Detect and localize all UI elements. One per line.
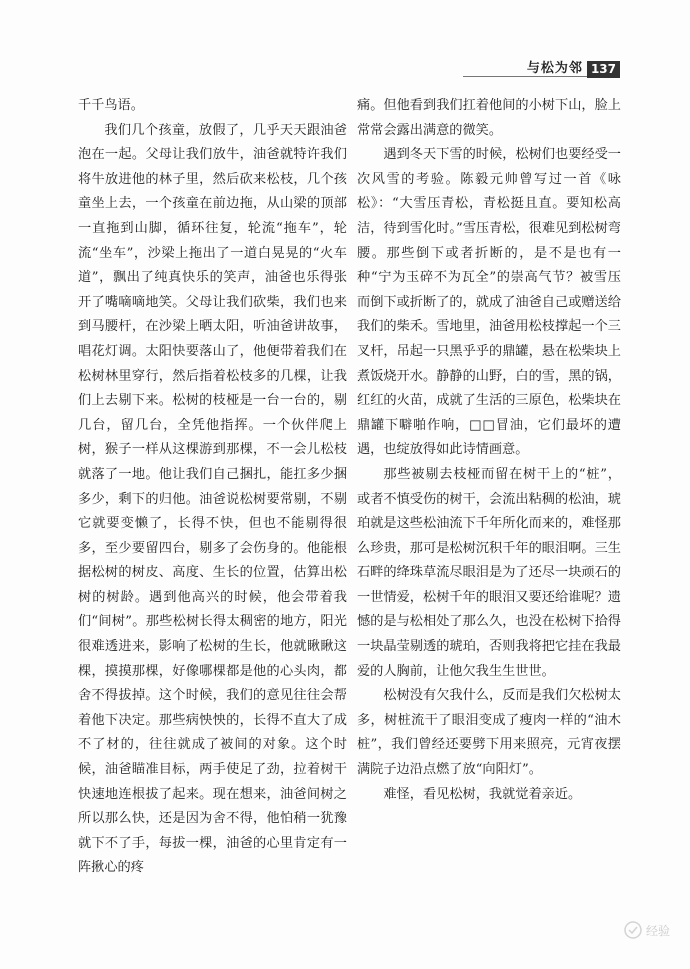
paragraph: 松树没有欠我什么，反而是我们欠松树太多，树桩流干了眼泪变成了瘦肉一样的“油木桩”，我们曾经还要劈下用来照亮，元宵夜摆满院子边沿点燃了放“向阳灯”。 [357,688,621,778]
watermark [624,921,670,939]
right-text-column [357,94,621,807]
page-header [463,58,620,78]
paragraph: 那些被剔去枝桠而留在树干上的“桩”，或者不慎受伤的树干，会流出粘稠的松油，琥珀就是这些松油流下千年所化而来的，难怪那么珍贵，那可是松树沉积千年的眼泪啊。三生石畔的绛珠草流尽眼泪是为了还尽一块顽石的一世情爱，松树千年的眼泪又要还给谁呢？遗憾的是与松相处了那么久，也没在松树下拾得一块晶莹剔透的琥珀，否则我将把它挂在我最爱的人胸前，让他欠我生生世世。 [357,466,621,679]
page-number: 137 [587,61,620,78]
column-title: 与松为邻 [521,57,587,76]
paragraph: 痛。但他看到我们扛着他间的小树下山，脸上常常会露出满意的微笑。 [357,98,621,138]
watermark-text: 经验 [645,923,670,938]
watermark-logo-icon [624,921,642,939]
paragraph: 千千鸟语。 [78,98,144,113]
paragraph: 难怪，看见松树，我就觉着亲近。 [383,786,582,802]
paragraph: 我们几个孩童，放假了，几乎天天跟油爸泡在一起。父母让我们放牛，油爸就特许我们将牛放进他的林子里，然后砍来松枝，几个孩童坐上去，一个孩童在前边拖，从山梁的顶部一直拖到山脚，循环往复，轮流“拖车”，轮流“坐车”，沙梁上拖出了一道白晃晃的“火车道”，飘出了纯真快乐的笑声，油爸也乐得张开了嘴嘀嘀地笑。父母让我们砍柴，我们也来到马腰杆，在沙梁上晒太阳，听油爸讲故事，唱花灯调。太阳快要落山了，他便带着我们在松树林里穿行，然后指着松枝多的几棵，让我们上去剔下来。松树的枝桠是一台一台的，剔几台，留几台，全凭他指挥。一个伙伴爬上树，猴子一样从这棵游到那棵，不一会儿松枝就落了一地。他让我们自己捆扎，能扛多少捆多少，剩下的归他。油爸说松树要常剔，不剔它就要变懒了，长得不快，但也不能剔得很多，至少要留四台，剔多了会伤身的。他能根据松树的树皮、高度、生长的位置，估算出松树的树龄。遇到他高兴的时候，他会带着我们“间树”。那些松树长得太稠密的地方，阳光很难透进来，影响了松树的生长，他就瞅瞅这棵，摸摸那棵，好像哪棵都是他的心头肉，都舍不得拔掉。这个时候，我们的意见往往会帮着他下决定。那些病怏怏的，长得不直大了成不了材的，往往就成了被间的对象。这个时候，油爸瞄准目标，两手使足了劲，拉着树干快速地连根拔了起来。现在想来，油爸间树之所以那么快，还是因为舍不得，他怕稍一犹豫就下不了手，每拔一棵，油爸的心里肯定有一阵揪心的疼 [78,122,347,876]
paragraph: 遇到冬天下雪的时候，松树们也要经受一次风雪的考验。陈毅元帅曾写过一首《咏松》：“大雪压青松，青松挺且直。要知松高洁，待到雪化时。”雪压青松，很难见到松树弯腰。那些倒下或者折断的，是不是也有一种“宁为玉碎不为瓦全”的崇高气节？被雪压而倒下或折断了的，就成了油爸自己或赠送给我们的柴禾。雪地里，油爸用松枝撑起一个三叉杆，吊起一只黑乎乎的鼎罐，悬在松柴块上煮饭烧开水。静静的山野，白的雪，黑的锅，红红的火苗，成就了生活的三原色，松柴块在鼎罐下噼啪作响，□□冒油，它们最坏的遭遇，也绽放得如此诗情画意。 [357,147,621,458]
left-text-column [78,94,347,881]
